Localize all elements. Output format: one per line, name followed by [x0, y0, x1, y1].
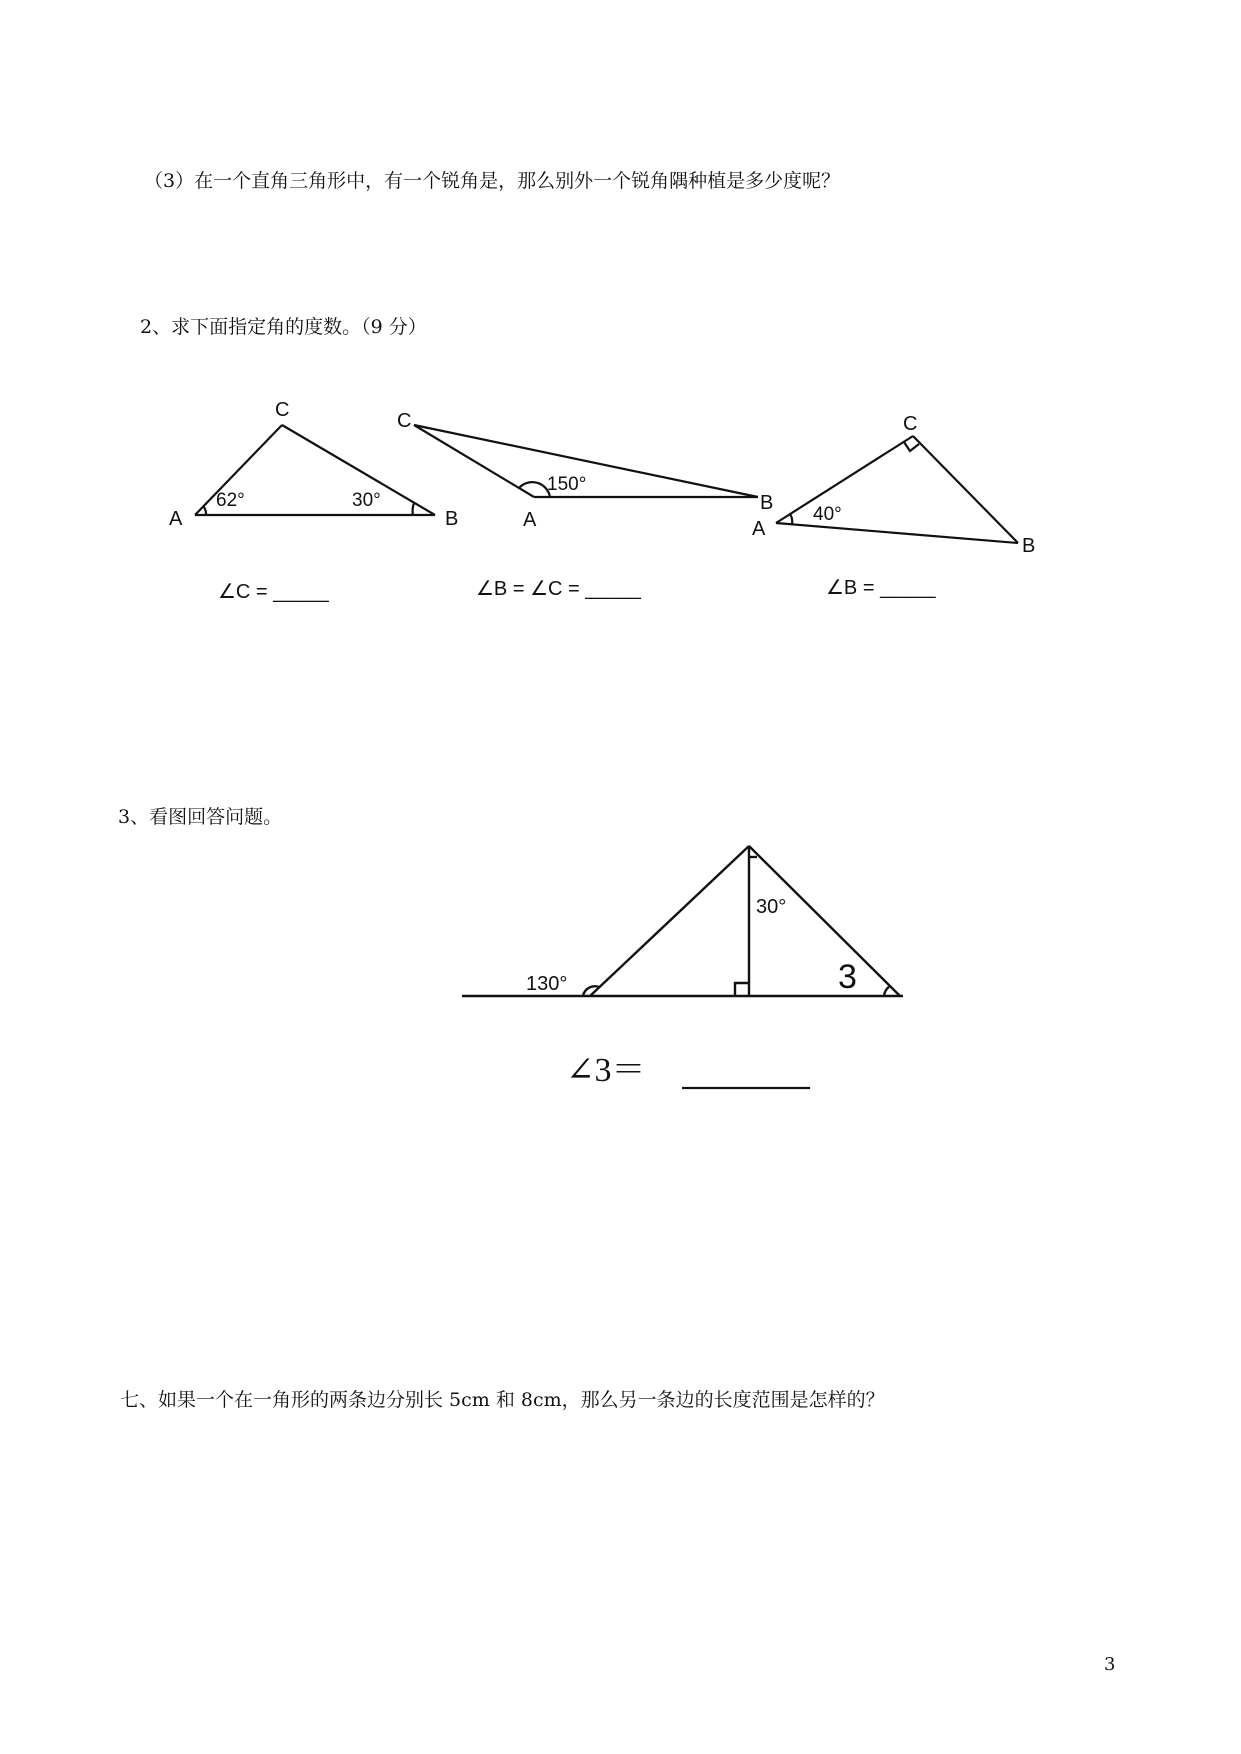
triangle-1-vertex-a: A — [169, 508, 183, 530]
question-7-text: 七、如果一个在一角形的两条边分别长 5cm 和 8cm，那么另一条边的长度范围是怎样的？ — [120, 1389, 885, 1411]
triangle-2-answer: ∠B = ∠C = _____ — [476, 578, 641, 600]
top-angle-label: 30° — [756, 896, 787, 918]
page-number: 3 — [1104, 1654, 1116, 1675]
triangle-3-vertex-c: C — [903, 413, 918, 435]
question-3-heading: 3、看图回答问题。 — [118, 806, 283, 828]
triangle-1-answer: ∠C = _____ — [218, 581, 329, 603]
right-side — [749, 846, 900, 996]
question-2-heading: 2、求下面指定角的度数。（9 分） — [140, 316, 427, 338]
triangle-2-angle-a-label: 150° — [547, 474, 587, 495]
triangle-1-vertex-c: C — [275, 399, 290, 421]
triangle-1-angle-a-label: 62° — [216, 490, 245, 511]
triangle-3-answer: ∠B = _____ — [826, 577, 936, 599]
triangle-2-vertex-a: A — [523, 509, 537, 531]
question-1-3-text: （3）在一个直角三角形中，有一个锐角是，那么别外一个锐角隅种植是多少度呢？ — [144, 170, 841, 192]
triangle-3-vertex-a: A — [752, 518, 766, 540]
triangle-2-vertex-c: C — [397, 410, 412, 432]
triangle-3-angle-a-label: 40° — [813, 504, 842, 525]
triangle-2-vertex-b: B — [760, 492, 774, 514]
left-side — [590, 846, 749, 996]
triangle-1-vertex-b: B — [445, 508, 459, 530]
right-angle-mark — [735, 983, 749, 996]
triangle-3-vertex-b: B — [1022, 535, 1036, 557]
triangle-1-angle-b-label: 30° — [352, 490, 381, 511]
angle-3-answer: ∠3＝ — [566, 1052, 646, 1089]
outer-angle-label: 130° — [526, 973, 568, 995]
angle-3-arc — [884, 986, 890, 996]
angle-3-label: 3 — [838, 958, 857, 996]
